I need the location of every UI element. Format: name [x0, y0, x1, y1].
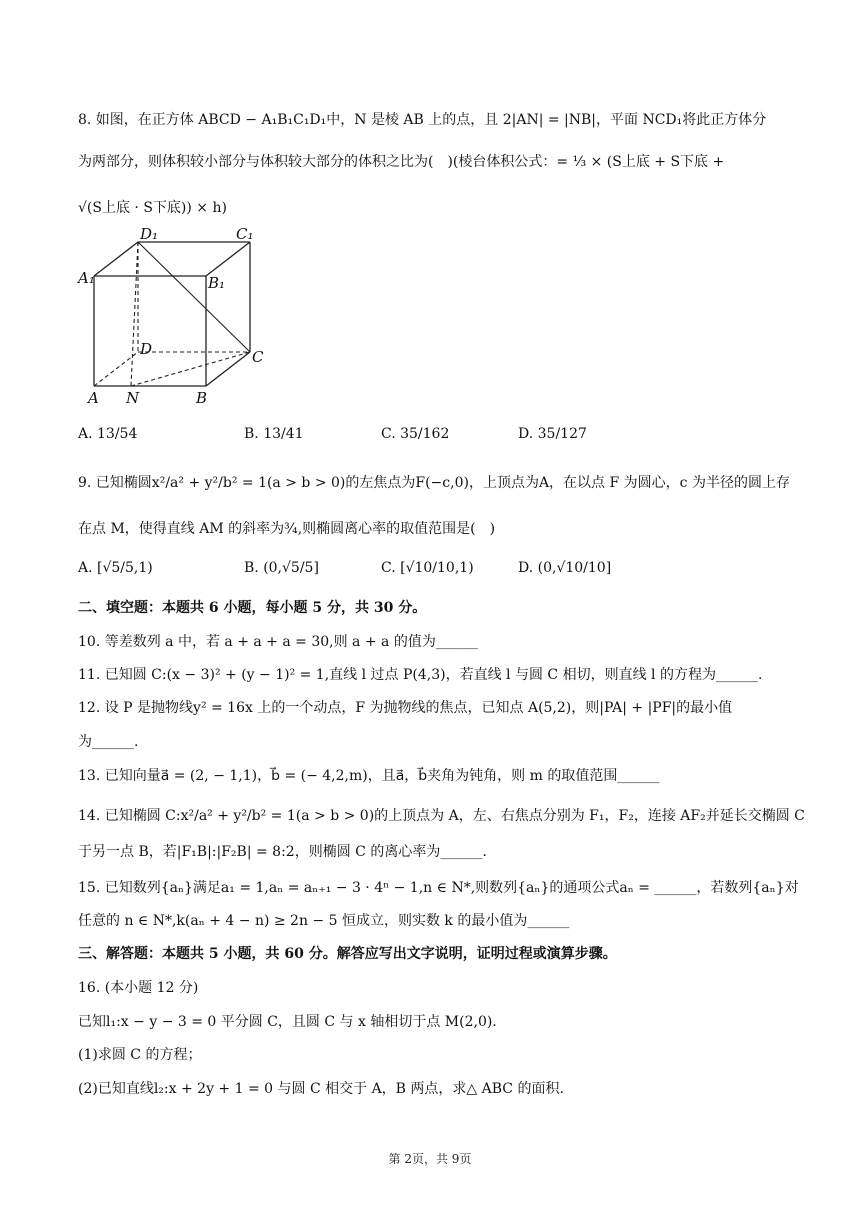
q8-choice-b: B. 13/41	[244, 426, 304, 442]
label-a1: A₁	[78, 269, 95, 287]
q13: 13. 已知向量a⃗ = (2, − 1,1)，b⃗ = (− 4,2,m)，且a⃗，b⃗夹角为钝角，则 m 的取值范围______	[78, 768, 660, 784]
label-b: B	[196, 389, 208, 407]
q16-part2: (2)已知直线l₂:x + 2y + 1 = 0 与圆 C 相交于 A，B 两点，求△ ABC 的面积.	[78, 1081, 564, 1097]
q14-line2: 于另一点 B，若|F₁B|:|F₂B| = 8:2，则椭圆 C 的离心率为______.	[78, 844, 487, 860]
q9-choice-c: C. [√10/10,1)	[381, 560, 474, 576]
edge-b1c1	[206, 242, 250, 276]
edge-bc	[206, 352, 250, 386]
q16-part1: (1)求圆 C 的方程；	[78, 1047, 202, 1063]
label-a: A	[88, 389, 99, 407]
edge-a1d1	[94, 242, 138, 276]
section2-heading: 二、填空题：本题共 6 小题，每小题 5 分，共 30 分。	[78, 600, 427, 616]
q8-line3: √(S上底 · S下底)) × h)	[78, 200, 227, 216]
q12-line2: 为______.	[78, 734, 139, 750]
q11: 11. 已知圆 C:(x − 3)² + (y − 1)² = 1,直线 l 过点 P(4,3)，若直线 l 与圆 C 相切，则直线 l 的方程为______.	[78, 667, 763, 683]
line-d1c	[138, 242, 250, 352]
label-c: C	[252, 348, 264, 366]
q8-choice-a: A. 13/54	[78, 426, 138, 442]
q8-choice-c: C. 35/162	[381, 426, 450, 442]
q9-line2: 在点 M，使得直线 AM 的斜率为¾,则椭圆离心率的取值范围是( )	[78, 521, 496, 537]
q16-header: 16. (本小题 12 分)	[78, 980, 199, 996]
q8-choice-d: D. 35/127	[518, 426, 587, 442]
section3-heading: 三、解答题：本题共 5 小题，共 60 分。解答应写出文字说明，证明过程或演算步骤。	[78, 946, 617, 962]
label-b1: B₁	[208, 274, 226, 292]
line-d1n	[131, 242, 138, 386]
q10: 10. 等差数列 a 中，若 a + a + a = 30,则 a + a 的值为______	[78, 634, 478, 650]
q12-line1: 12. 设 P 是抛物线y² = 16x 上的一个动点，F 为抛物线的焦点，已知点 A(5,2)，则|PA| + |PF|的最小值	[78, 700, 733, 716]
q9-choice-d: D. (0,√10/10]	[518, 560, 612, 576]
q9-line1: 9. 已知椭圆x²/a² + y²/b² = 1(a > b > 0)的左焦点为F(−c,0)，上顶点为A，在以点 F 为圆心，c 为半径的圆上存	[78, 475, 790, 491]
page-footer: 第 2页，共 9页	[388, 1152, 472, 1166]
q15-line1: 15. 已知数列{aₙ}满足a₁ = 1,aₙ = aₙ₊₁ − 3 · 4ⁿ − 1,n ∈ N*,则数列{aₙ}的通项公式aₙ = ______，若数列{aₙ}对	[78, 880, 799, 896]
cube-figure	[76, 226, 276, 408]
q8-line1: 8. 如图，在正方体 ABCD − A₁B₁C₁D₁中，N 是棱 AB 上的点，且 2|AN| = |NB|，平面 NCD₁将此正方体分	[78, 112, 767, 128]
q8-line2: 为两部分，则体积较小部分与体积较大部分的体积之比为( )(棱台体积公式：= ⅓ × (S上底 + S下底 +	[78, 154, 725, 170]
q16-line1: 已知l₁:x − y − 3 = 0 平分圆 C，且圆 C 与 x 轴相切于点 M(2,0).	[78, 1014, 497, 1030]
q9-choice-a: A. [√5/5,1)	[78, 560, 153, 576]
q14-line1: 14. 已知椭圆 C:x²/a² + y²/b² = 1(a > b > 0)的上顶点为 A，左、右焦点分别为 F₁，F₂，连接 AF₂并延长交椭圆 C	[78, 808, 805, 824]
label-c1: C₁	[236, 226, 254, 243]
q9-choice-b: B. (0,√5/5]	[244, 560, 319, 576]
q15-line2: 任意的 n ∈ N*,k(aₙ + 4 − n) ≥ 2n − 5 恒成立，则实数 k 的最小值为______	[78, 913, 570, 929]
label-n: N	[126, 389, 140, 407]
label-d: D	[140, 340, 153, 358]
label-d1: D₁	[140, 226, 159, 243]
